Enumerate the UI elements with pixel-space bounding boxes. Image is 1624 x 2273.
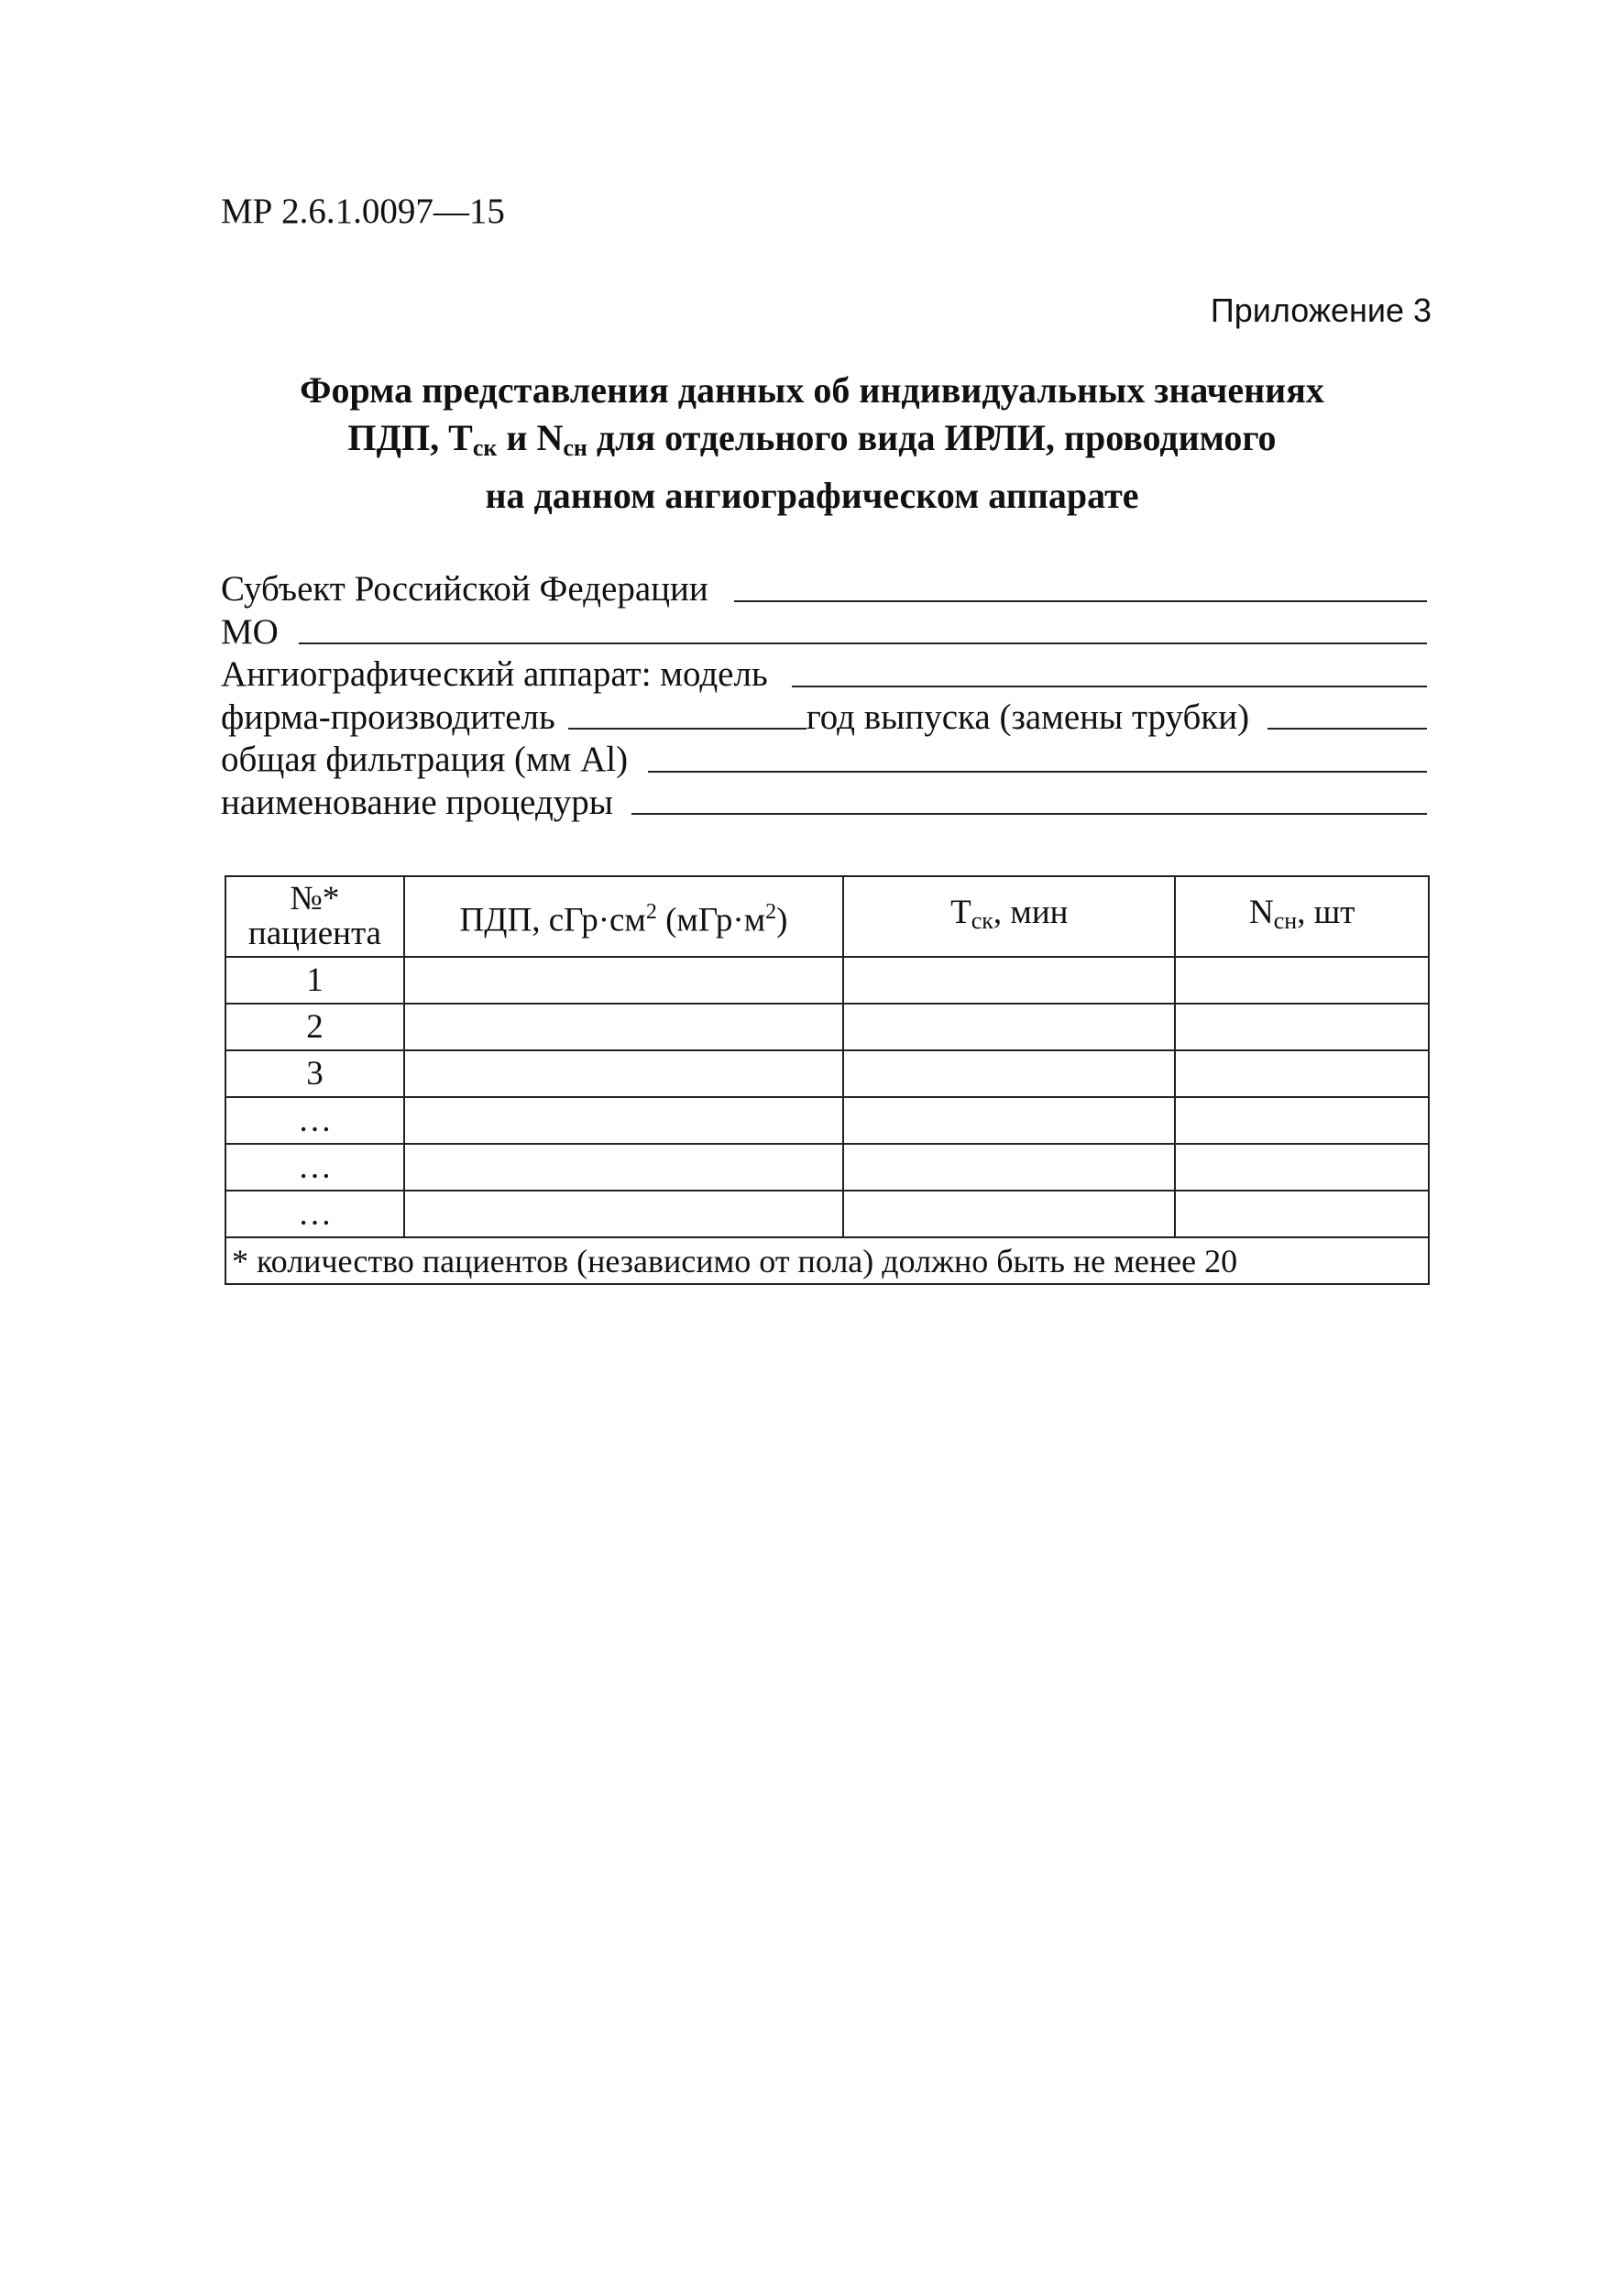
table-row (225, 1050, 1429, 1097)
table-footnote: * количество пациентов (независимо от пола) должно быть не менее 20 (225, 1237, 1429, 1284)
header-subscript: сн (1273, 906, 1298, 934)
pdp-cell[interactable] (404, 1097, 843, 1144)
table-header-row (225, 876, 1429, 957)
title-line-3: на данном ангиографическом аппарате (485, 475, 1139, 516)
field-manufacturer (221, 697, 1427, 740)
header-patient-no (225, 876, 404, 957)
field-procedure-blank[interactable] (631, 785, 1427, 815)
document-code: МР 2.6.1.0097—15 (221, 192, 505, 231)
header-text: Т (950, 893, 971, 931)
form-title (183, 367, 1441, 520)
nsn-cell[interactable] (1175, 1191, 1429, 1237)
table-row (225, 1004, 1429, 1050)
pdp-cell[interactable] (404, 1004, 843, 1050)
pdp-cell[interactable] (404, 1144, 843, 1191)
field-filtration (221, 739, 1427, 782)
nsn-cell[interactable] (1175, 1097, 1429, 1144)
table-row (225, 957, 1429, 1004)
field-filtration-label: общая фильтрация (мм Al) (221, 740, 629, 779)
pdp-cell[interactable] (404, 1191, 843, 1237)
patient-number-cell: … (225, 1191, 404, 1237)
field-year-label: год выпуска (замены трубки) (806, 697, 1250, 737)
field-manufacturer-blank[interactable] (568, 700, 807, 730)
field-subject (221, 568, 1427, 611)
header-text: пациента (247, 915, 381, 952)
patient-number-cell: 3 (225, 1050, 404, 1097)
header-pdp (404, 876, 843, 957)
table-row (225, 1144, 1429, 1191)
patient-data-table (225, 875, 1430, 1285)
field-mo-blank[interactable] (299, 615, 1427, 644)
tsk-cell[interactable] (843, 957, 1175, 1004)
field-mo-label: МО (221, 611, 279, 652)
nsn-cell[interactable] (1175, 1144, 1429, 1191)
field-apparatus-model-blank[interactable] (792, 658, 1427, 687)
header-subscript: ск (971, 906, 993, 934)
patient-number-cell: … (225, 1144, 404, 1191)
table-row (225, 1097, 1429, 1144)
header-text: , мин (993, 893, 1069, 931)
title-text: для отдельного вида ИРЛИ, проводимого (587, 417, 1277, 458)
field-manufacturer-label: фирма-производитель (221, 697, 555, 737)
field-filtration-blank[interactable] (648, 743, 1427, 773)
nsn-cell[interactable] (1175, 1004, 1429, 1050)
tsk-cell[interactable] (843, 1097, 1175, 1144)
header-text: (мГр·м (656, 901, 766, 939)
header-nsn (1175, 876, 1429, 957)
header-superscript: 2 (645, 900, 657, 925)
title-line-1: Форма представления данных об индивидуальных значениях (300, 369, 1324, 411)
field-mo (221, 611, 1427, 654)
table-row (225, 1191, 1429, 1237)
header-text: №* (290, 880, 340, 917)
header-superscript: 2 (765, 900, 777, 925)
tsk-cell[interactable] (843, 1191, 1175, 1237)
title-line-2 (183, 414, 1441, 472)
nsn-cell[interactable] (1175, 957, 1429, 1004)
nsn-cell[interactable] (1175, 1050, 1429, 1097)
title-subscript: сн (563, 434, 587, 461)
form-fields (221, 568, 1427, 824)
tsk-cell[interactable] (843, 1144, 1175, 1191)
header-tsk (843, 876, 1175, 957)
pdp-cell[interactable] (404, 1050, 843, 1097)
field-apparatus-model-label: Ангиографический аппарат: модель (221, 654, 768, 694)
header-text: ПДП, сГр·см (459, 901, 646, 939)
title-subscript: ск (472, 434, 498, 461)
field-procedure-label: наименование процедуры (221, 782, 614, 822)
appendix-label: Приложение 3 (1210, 291, 1432, 329)
header-text: ) (776, 901, 788, 939)
field-subject-label: Субъект Российской Федерации (221, 569, 708, 609)
patient-number-cell: 2 (225, 1004, 404, 1050)
title-text: ПДП, Т (347, 417, 473, 458)
field-apparatus-model (221, 653, 1427, 697)
title-text: и N (497, 417, 564, 458)
header-text: N (1249, 893, 1274, 931)
patient-number-cell: … (225, 1097, 404, 1144)
field-subject-blank[interactable] (734, 573, 1427, 602)
field-procedure (221, 782, 1427, 825)
tsk-cell[interactable] (843, 1050, 1175, 1097)
pdp-cell[interactable] (404, 957, 843, 1004)
header-text: , шт (1297, 893, 1355, 931)
tsk-cell[interactable] (843, 1004, 1175, 1050)
field-year-blank[interactable] (1267, 700, 1427, 730)
footnote-row (225, 1237, 1429, 1284)
patient-number-cell: 1 (225, 957, 404, 1004)
